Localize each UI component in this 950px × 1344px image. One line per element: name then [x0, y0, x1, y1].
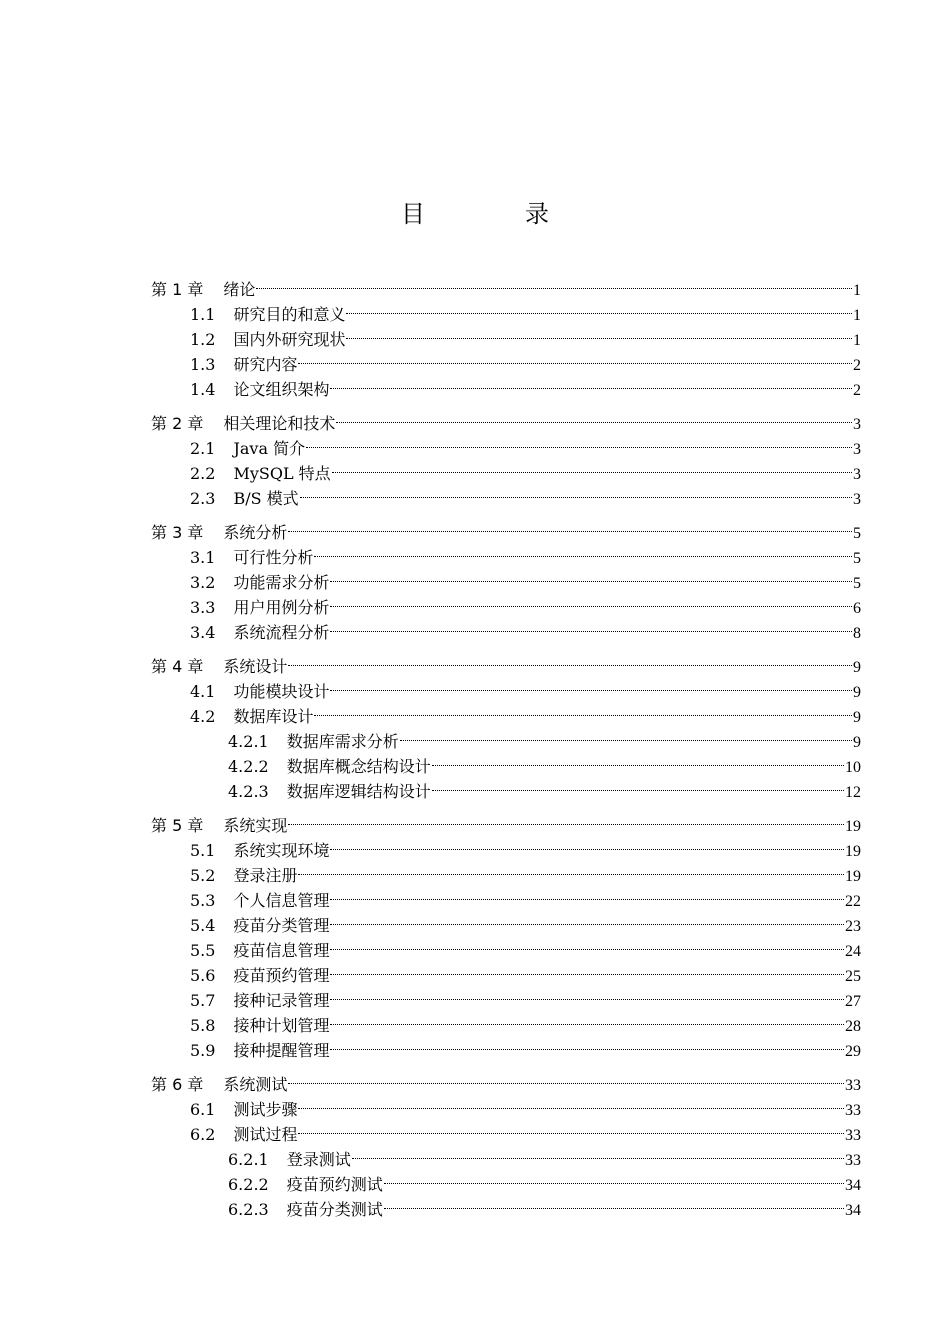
- toc-entry-number: 6.2.3: [228, 1200, 269, 1219]
- toc-page-number: 8: [853, 625, 861, 642]
- toc-entry-label: 可行性分析: [233, 548, 314, 567]
- toc-dot-leader: [288, 647, 852, 672]
- toc-dot-leader: [330, 981, 844, 1006]
- toc-entry-label: 系统分析: [223, 523, 288, 542]
- toc-entry-number: 第 5 章: [151, 816, 204, 835]
- toc-entry-label: 系统实现环境: [233, 841, 330, 860]
- toc-entry-number: 4.2.3: [228, 782, 269, 801]
- toc-entry-label: 功能模块设计: [233, 682, 330, 701]
- toc-page-number: 9: [853, 684, 861, 701]
- toc-page-number: 25: [845, 968, 861, 985]
- toc-page-number: 1: [853, 282, 861, 299]
- toc-page-number: 3: [853, 416, 861, 433]
- toc-chapter-entry[interactable]: [151, 1065, 861, 1094]
- toc-entry-label: 研究目的和意义: [233, 305, 346, 324]
- toc-entry-number: 2.2: [190, 464, 216, 483]
- toc-entry-number: 4.2.1: [228, 732, 269, 751]
- toc-entry-label: 接种计划管理: [233, 1016, 330, 1035]
- toc-entry-label: 系统实现: [223, 816, 288, 835]
- toc-page-number: 10: [845, 759, 861, 776]
- toc-page-number: 1: [853, 332, 861, 349]
- toc-entry-label: 数据库逻辑结构设计: [286, 782, 431, 801]
- toc-entry-number: 6.2.1: [228, 1150, 269, 1169]
- toc-entry-label: B/S 模式: [233, 489, 299, 508]
- toc-entry-label: 测试步骤: [233, 1100, 298, 1119]
- toc-page-number: 23: [845, 918, 861, 935]
- toc-dot-leader: [300, 479, 852, 504]
- toc-page-number: 33: [845, 1102, 861, 1119]
- toc-entry-number: 第 3 章: [151, 523, 204, 542]
- toc-page-number: 27: [845, 993, 861, 1010]
- toc-dot-leader: [330, 563, 852, 588]
- toc-dot-leader: [288, 1065, 844, 1090]
- toc-page-number: 3: [853, 466, 861, 483]
- toc-entry-number: 3.4: [190, 623, 216, 642]
- toc-page-number: 29: [845, 1043, 861, 1060]
- toc-entry-label: 疫苗预约管理: [233, 966, 330, 985]
- toc-entry-number: 5.5: [190, 941, 216, 960]
- toc-dot-leader: [400, 722, 852, 747]
- toc-entry-label: 疫苗预约测试: [286, 1175, 383, 1194]
- toc-entry-number: 第 4 章: [151, 657, 204, 676]
- toc-page-number: 5: [853, 525, 861, 542]
- toc-entry-label: 系统流程分析: [233, 623, 330, 642]
- toc-dot-leader: [330, 831, 844, 856]
- toc-dot-leader: [330, 613, 852, 638]
- toc-page-number: 28: [845, 1018, 861, 1035]
- toc-entry-label: 国内外研究现状: [233, 330, 346, 349]
- toc-entry-number: 4.2: [190, 707, 216, 726]
- toc-entry-number: 第 6 章: [151, 1075, 204, 1094]
- toc-entry-label: 疫苗分类管理: [233, 916, 330, 935]
- toc-entry-number: 3.1: [190, 548, 216, 567]
- toc-dot-leader: [432, 747, 844, 772]
- toc-entry-number: 6.2: [190, 1125, 216, 1144]
- toc-dot-leader: [352, 1140, 844, 1165]
- toc-entry-number: 2.3: [190, 489, 216, 508]
- toc-dot-leader: [432, 772, 844, 797]
- toc-page-number: 5: [853, 550, 861, 567]
- toc-chapter-block: [151, 806, 861, 1060]
- toc-dot-leader: [298, 345, 852, 370]
- toc-entry-label: 研究内容: [233, 355, 298, 374]
- toc-entry-label: 用户用例分析: [233, 598, 330, 617]
- toc-entry-number: 5.3: [190, 891, 216, 910]
- toc-dot-leader: [384, 1190, 844, 1215]
- toc-entry-number: 1.3: [190, 355, 216, 374]
- toc-entry-number: 3.3: [190, 598, 216, 617]
- toc-dot-leader: [298, 1115, 844, 1140]
- toc-chapter-block: [151, 270, 861, 399]
- toc-entry-number: 6.1: [190, 1100, 216, 1119]
- toc-dot-leader: [314, 697, 852, 722]
- toc-page-number: 9: [853, 734, 861, 751]
- toc-entry-number: 5.6: [190, 966, 216, 985]
- toc-chapter-entry[interactable]: [151, 513, 861, 542]
- toc-entry-label: MySQL 特点: [233, 464, 331, 483]
- toc-entry-label: 疫苗分类测试: [286, 1200, 383, 1219]
- toc-chapter-block: [151, 1065, 861, 1219]
- toc-dot-leader: [346, 295, 852, 320]
- toc-entry-number: 5.1: [190, 841, 216, 860]
- toc-entry-number: 1.1: [190, 305, 216, 324]
- toc-dot-leader: [314, 538, 852, 563]
- toc-chapter-block: [151, 404, 861, 508]
- toc-chapter-entry[interactable]: [151, 404, 861, 433]
- toc-page-number: 1: [853, 307, 861, 324]
- toc-entry-number: 5.2: [190, 866, 216, 885]
- toc-dot-leader: [330, 1006, 844, 1031]
- toc-page-number: 22: [845, 893, 861, 910]
- toc-entry-label: 论文组织架构: [233, 380, 330, 399]
- toc-dot-leader: [330, 588, 852, 613]
- toc-entry-label: 数据库概念结构设计: [286, 757, 431, 776]
- toc-entry-label: 个人信息管理: [233, 891, 330, 910]
- toc-chapter-entry[interactable]: [151, 647, 861, 676]
- toc-dot-leader: [384, 1165, 844, 1190]
- toc-entry-number: 4.2.2: [228, 757, 269, 776]
- toc-entry-label: 功能需求分析: [233, 573, 330, 592]
- toc-dot-leader: [330, 956, 844, 981]
- toc-entry-label: 绪论: [223, 280, 256, 299]
- toc-page-number: 19: [845, 843, 861, 860]
- toc-entry-label: 疫苗信息管理: [233, 941, 330, 960]
- toc-page-number: 5: [853, 575, 861, 592]
- toc-dot-leader: [336, 404, 852, 429]
- toc-dot-leader: [330, 881, 844, 906]
- toc-entry-number: 5.9: [190, 1041, 216, 1060]
- toc-page-number: 9: [853, 659, 861, 676]
- toc-entry-number: 1.2: [190, 330, 216, 349]
- toc-entry-number: 第 1 章: [151, 280, 204, 299]
- toc-section-entry[interactable]: [151, 295, 861, 324]
- toc-page-number: 33: [845, 1127, 861, 1144]
- toc-entry-number: 5.8: [190, 1016, 216, 1035]
- toc-page-number: 19: [845, 868, 861, 885]
- toc-entry-label: 系统测试: [223, 1075, 288, 1094]
- toc-entry-label: 测试过程: [233, 1125, 298, 1144]
- toc-page-number: 33: [845, 1077, 861, 1094]
- toc-page-number: 9: [853, 709, 861, 726]
- toc-entry-number: 1.4: [190, 380, 216, 399]
- toc-entry-number: 6.2.2: [228, 1175, 269, 1194]
- toc-dot-leader: [332, 454, 852, 479]
- toc-entry-number: 第 2 章: [151, 414, 204, 433]
- toc-chapter-entry[interactable]: [151, 270, 861, 299]
- toc-page-number: 24: [845, 943, 861, 960]
- toc-entry-label: 系统设计: [223, 657, 288, 676]
- toc-dot-leader: [330, 906, 844, 931]
- toc-dot-leader: [298, 1090, 844, 1115]
- toc-chapter-block: [151, 513, 861, 642]
- toc-entry-label: 接种提醒管理: [233, 1041, 330, 1060]
- toc-page-number: 19: [845, 818, 861, 835]
- toc-page-number: 2: [853, 357, 861, 374]
- toc-chapter-entry[interactable]: [151, 806, 861, 835]
- toc-page-number: 34: [845, 1177, 861, 1194]
- toc-dot-leader: [330, 1031, 844, 1056]
- table-of-contents: [151, 270, 861, 1224]
- toc-dot-leader: [306, 429, 852, 454]
- toc-chapter-block: [151, 647, 861, 801]
- toc-page-number: 3: [853, 441, 861, 458]
- toc-entry-number: 3.2: [190, 573, 216, 592]
- toc-entry-number: 2.1: [190, 439, 216, 458]
- toc-dot-leader: [256, 270, 852, 295]
- toc-page-number: 34: [845, 1202, 861, 1219]
- page-title: 目 录: [401, 200, 587, 228]
- toc-page-number: 6: [853, 600, 861, 617]
- toc-page-number: 12: [845, 784, 861, 801]
- toc-entry-number: 5.7: [190, 991, 216, 1010]
- toc-page-number: 2: [853, 382, 861, 399]
- toc-dot-leader: [330, 672, 852, 697]
- toc-dot-leader: [330, 370, 852, 395]
- toc-entry-label: 登录注册: [233, 866, 298, 885]
- toc-entry-label: 接种记录管理: [233, 991, 330, 1010]
- toc-dot-leader: [288, 806, 844, 831]
- toc-dot-leader: [346, 320, 852, 345]
- toc-entry-label: 数据库设计: [233, 707, 314, 726]
- toc-entry-label: 登录测试: [286, 1150, 351, 1169]
- toc-entry-label: Java 简介: [233, 439, 306, 458]
- toc-entry-number: 5.4: [190, 916, 216, 935]
- toc-entry-number: 4.1: [190, 682, 216, 701]
- toc-dot-leader: [330, 931, 844, 956]
- toc-entry-label: 相关理论和技术: [223, 414, 336, 433]
- toc-entry-label: 数据库需求分析: [286, 732, 399, 751]
- toc-page-number: 33: [845, 1152, 861, 1169]
- toc-page-number: 3: [853, 491, 861, 508]
- toc-dot-leader: [298, 856, 844, 881]
- toc-dot-leader: [288, 513, 852, 538]
